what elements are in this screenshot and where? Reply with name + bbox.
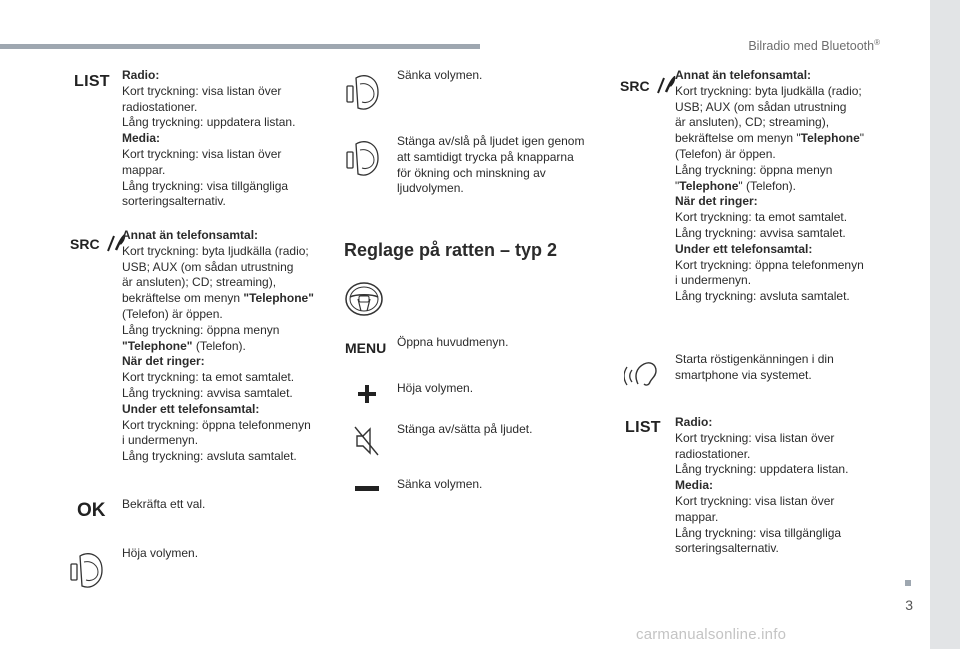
text-line — [122, 339, 322, 355]
telephone-term: "Telephone" — [122, 338, 193, 353]
page-number: 3 — [905, 597, 913, 613]
mute-icon — [354, 425, 380, 457]
volume-knob-down-icon — [344, 72, 382, 112]
src-button-icon — [70, 234, 126, 254]
text-line: Lång tryckning: uppdatera listan. — [122, 115, 296, 130]
subheading: När det ringer: — [675, 194, 758, 209]
text-line: Lång tryckning: avvisa samtalet. — [122, 385, 293, 400]
text-line: i undermenyn. — [122, 433, 199, 448]
text-line: smartphone via systemet. — [675, 367, 812, 382]
text-line: att samtidigt trycka på knapparna — [397, 149, 574, 164]
subheading: Under ett telefonsamtal: — [675, 241, 813, 256]
page-marker — [905, 580, 911, 586]
text-span: " — [675, 178, 680, 193]
page-header — [748, 38, 880, 53]
voice-description — [675, 352, 875, 384]
radio-heading: Radio: — [122, 68, 160, 82]
volume-knob-mute-icon — [344, 138, 382, 178]
text-line: Kort tryckning: visa listan över — [122, 146, 282, 161]
text-line — [675, 179, 880, 195]
header-title: Bilradio med Bluetooth — [748, 39, 875, 54]
registered-mark: ® — [874, 38, 880, 47]
volume-knob-icon — [68, 550, 106, 590]
src-label: SRC — [70, 236, 100, 252]
text-line: Kort tryckning: byta ljudkälla (radio; — [122, 243, 309, 258]
list-button-icon-2: LIST — [625, 419, 661, 436]
text-span: bekräftelse om menyn — [122, 291, 244, 306]
text-line: Kort tryckning: ta emot samtalet. — [122, 370, 295, 385]
plus-description: Höja volymen. — [397, 381, 474, 395]
text-line: är ansluten), CD; streaming), — [675, 115, 830, 130]
text-line: Lång tryckning: avsluta samtalet. — [675, 289, 850, 304]
text-line: USB; AUX (om sådan utrustning — [122, 259, 294, 274]
volume-down-description: Sänka volymen. — [397, 68, 483, 82]
text-line: Lång tryckning: öppna menyn — [675, 162, 833, 177]
text-line: Kort tryckning: visa listan över — [675, 430, 835, 445]
text-line: Lång tryckning: avvisa samtalet. — [675, 225, 846, 240]
text-line: är ansluten); CD; streaming), — [122, 275, 277, 290]
side-strip — [930, 0, 960, 649]
menu-button-icon: MENU — [345, 340, 387, 356]
steering-wheel-icon — [344, 280, 384, 318]
text-line: för ökning och minskning av — [397, 165, 546, 180]
header-rule — [0, 44, 480, 49]
telephone-term: "Telephone" — [243, 291, 314, 306]
text-line: Lång tryckning: visa tillgängliga — [122, 178, 289, 193]
menu-description: Öppna huvudmenyn. — [397, 335, 509, 349]
ok-description: Bekräfta ett val. — [122, 497, 206, 511]
media-heading: Media: — [122, 131, 161, 146]
telephone-term: Telephone — [679, 178, 739, 193]
text-line: Kort tryckning: ta emot samtalet. — [675, 210, 848, 225]
minus-icon — [355, 486, 379, 492]
src-button-icon-2 — [620, 76, 676, 96]
volume-up-description: Höja volymen. — [122, 546, 199, 560]
telephone-term: Telephone — [800, 131, 860, 146]
text-line: i undermenyn. — [675, 273, 752, 288]
text-line: Stänga av/slå på ljudet igen genom — [397, 134, 585, 148]
text-line: Kort tryckning: visa listan över — [675, 493, 835, 508]
mute-description — [397, 134, 597, 197]
text-line: Kort tryckning: visa listan över — [122, 83, 282, 98]
src-description-2 — [675, 68, 880, 305]
text-span: " (Telefon). — [738, 178, 797, 193]
text-line — [675, 131, 880, 147]
text-line: mappar. — [122, 162, 166, 177]
text-line: Kort tryckning: öppna telefonmenyn — [675, 257, 864, 272]
text-line: Kort tryckning: byta ljudkälla (radio; — [675, 83, 862, 98]
subheading: Annat än telefonsamtal: — [122, 228, 259, 242]
subheading: Under ett telefonsamtal: — [122, 401, 260, 416]
text-line: ljudvolymen. — [397, 181, 464, 196]
text-line: USB; AUX (om sådan utrustning — [675, 99, 847, 114]
text-line: (Telefon) är öppen. — [675, 146, 776, 161]
text-line: Lång tryckning: öppna menyn — [122, 322, 280, 337]
text-line: Starta röstigenkänningen i din — [675, 352, 834, 366]
src-description — [122, 228, 322, 465]
text-line: radiostationer. — [675, 446, 751, 461]
text-line: Lång tryckning: visa tillgängliga — [675, 525, 842, 540]
ok-button-icon: OK — [77, 500, 106, 521]
text-span: bekräftelse om menyn " — [675, 131, 801, 146]
minus-description: Sänka volymen. — [397, 477, 483, 491]
text-line: sorteringsalternativ. — [122, 194, 226, 209]
text-line — [122, 291, 322, 307]
subheading: När det ringer: — [122, 354, 205, 369]
list-description-2 — [675, 415, 875, 557]
text-line: Lång tryckning: uppdatera listan. — [675, 462, 849, 477]
list-description — [122, 68, 322, 210]
text-line: sorteringsalternativ. — [675, 541, 779, 556]
handset-icon — [654, 76, 676, 94]
voice-command-icon — [624, 356, 660, 388]
plus-icon — [357, 384, 377, 404]
media-heading: Media: — [675, 478, 714, 493]
text-line: radiostationer. — [122, 99, 198, 114]
text-span: " — [859, 131, 865, 146]
subheading: Annat än telefonsamtal: — [675, 68, 812, 82]
watermark: carmanualsonline.info — [636, 626, 787, 643]
text-line: (Telefon) är öppen. — [122, 306, 223, 321]
section-title: Reglage på ratten – typ 2 — [344, 240, 558, 260]
mute-toggle-description: Stänga av/sätta på ljudet. — [397, 422, 533, 436]
text-span: (Telefon). — [192, 338, 246, 353]
src-label: SRC — [620, 78, 650, 94]
text-line: mappar. — [675, 509, 719, 524]
radio-heading: Radio: — [675, 415, 713, 429]
text-line: Kort tryckning: öppna telefonmenyn — [122, 417, 311, 432]
text-line: Lång tryckning: avsluta samtalet. — [122, 449, 297, 464]
list-button-icon: LIST — [74, 73, 110, 90]
